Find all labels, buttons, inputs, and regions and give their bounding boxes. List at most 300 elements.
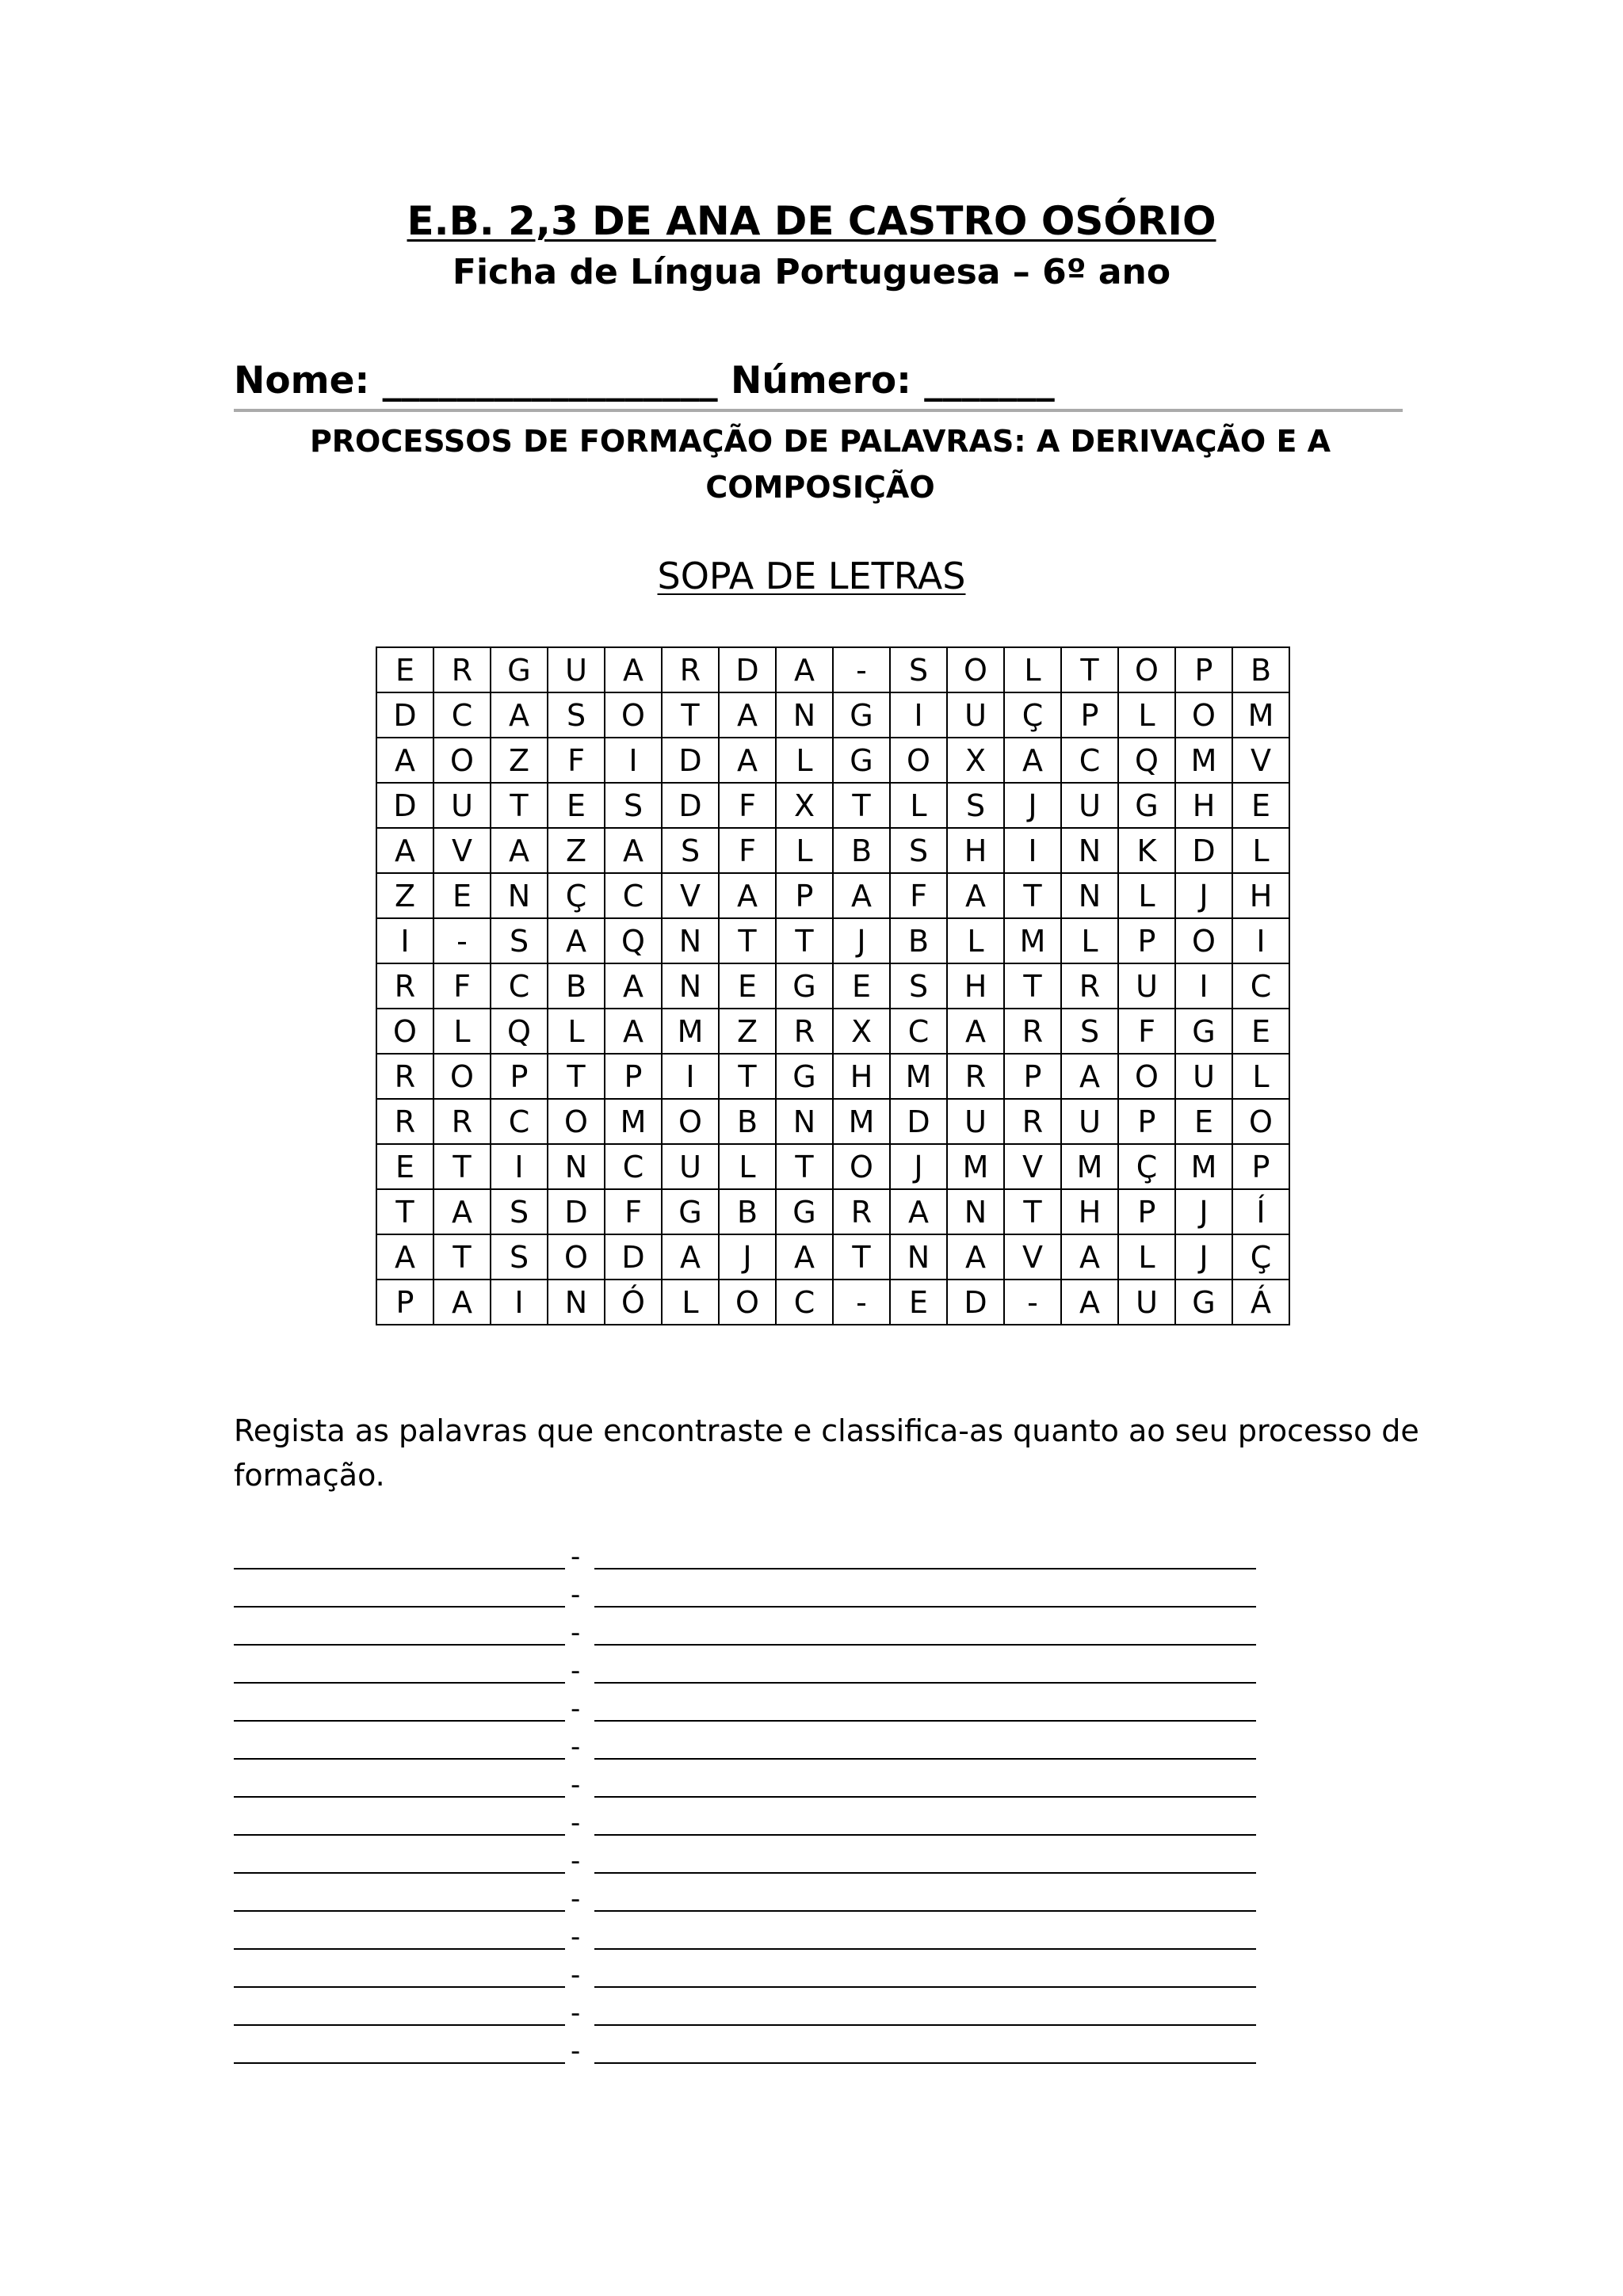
answer-line[interactable]: [234, 1913, 1256, 1951]
grid-cell: G: [776, 1189, 833, 1234]
grid-cell: T: [833, 783, 890, 828]
classification-blank[interactable]: [594, 1606, 1256, 1608]
grid-cell: J: [1175, 1234, 1232, 1280]
grid-cell: T: [662, 692, 719, 738]
grid-cell: Q: [605, 918, 662, 963]
classification-blank[interactable]: [594, 1796, 1256, 1798]
grid-cell: F: [719, 828, 776, 873]
answer-separator: -: [571, 1883, 581, 1915]
grid-cell: U: [548, 647, 605, 692]
answer-separator: -: [571, 1807, 581, 1839]
grid-cell: X: [833, 1009, 890, 1054]
grid-cell: Ç: [1232, 1234, 1289, 1280]
grid-cell: A: [947, 1009, 1004, 1054]
answer-line[interactable]: [234, 1951, 1256, 1989]
grid-cell: Á: [1232, 1280, 1289, 1325]
grid-cell: I: [890, 692, 947, 738]
grid-cell: A: [890, 1189, 947, 1234]
answer-separator: -: [571, 1959, 581, 1991]
word-blank[interactable]: [234, 1568, 565, 1569]
grid-cell: A: [719, 873, 776, 918]
grid-cell: N: [1061, 873, 1118, 918]
answer-line[interactable]: [234, 1647, 1256, 1685]
grid-cell: L: [719, 1144, 776, 1189]
grid-cell: Z: [491, 738, 548, 783]
grid-cell: J: [890, 1144, 947, 1189]
grid-cell: S: [491, 1189, 548, 1234]
grid-cell: P: [1118, 918, 1175, 963]
grid-cell: M: [662, 1009, 719, 1054]
answer-lines: [234, 1533, 1256, 2065]
grid-cell: T: [776, 1144, 833, 1189]
grid-cell: Z: [548, 828, 605, 873]
answer-line[interactable]: [234, 1609, 1256, 1647]
grid-cell: N: [1061, 828, 1118, 873]
grid-row: [376, 1009, 1289, 1054]
grid-cell: O: [1175, 692, 1232, 738]
grid-cell: O: [1118, 1054, 1175, 1099]
word-blank[interactable]: [234, 1682, 565, 1684]
grid-cell: O: [433, 738, 491, 783]
grid-cell: B: [548, 963, 605, 1009]
grid-cell: E: [1232, 783, 1289, 828]
grid-cell: G: [1175, 1009, 1232, 1054]
grid-cell: E: [1175, 1099, 1232, 1144]
grid-cell: B: [890, 918, 947, 963]
grid-cell: D: [548, 1189, 605, 1234]
word-blank[interactable]: [234, 1796, 565, 1798]
answer-line[interactable]: [234, 1761, 1256, 1799]
classification-blank[interactable]: [594, 1834, 1256, 1836]
grid-cell: I: [1232, 918, 1289, 963]
grid-row: [376, 783, 1289, 828]
grid-cell: L: [1232, 1054, 1289, 1099]
word-blank[interactable]: [234, 2062, 565, 2064]
answer-line[interactable]: [234, 2027, 1256, 2065]
word-blank[interactable]: [234, 1834, 565, 1836]
grid-cell: R: [776, 1009, 833, 1054]
grid-cell: O: [719, 1280, 776, 1325]
grid-cell: I: [1175, 963, 1232, 1009]
grid-cell: R: [833, 1189, 890, 1234]
grid-cell: L: [947, 918, 1004, 963]
grid-cell: T: [1004, 963, 1061, 1009]
grid-cell: L: [1004, 647, 1061, 692]
grid-cell: L: [776, 828, 833, 873]
grid-cell: U: [1061, 783, 1118, 828]
grid-cell: J: [1175, 873, 1232, 918]
grid-cell: U: [433, 783, 491, 828]
classification-blank[interactable]: [594, 1872, 1256, 1874]
grid-cell: R: [1004, 1099, 1061, 1144]
grid-cell: E: [1232, 1009, 1289, 1054]
grid-cell: X: [947, 738, 1004, 783]
classification-blank[interactable]: [594, 1720, 1256, 1722]
grid-cell: H: [1232, 873, 1289, 918]
grid-cell: J: [719, 1234, 776, 1280]
topic-heading: PROCESSOS DE FORMAÇÃO DE PALAVRAS: A DERIVAÇÃO E A COMPOSIÇÃO: [309, 424, 1331, 505]
word-blank[interactable]: [234, 2024, 565, 2026]
word-blank[interactable]: [234, 1758, 565, 1760]
grid-cell: A: [376, 1234, 433, 1280]
grid-cell: O: [947, 647, 1004, 692]
grid-cell: A: [605, 647, 662, 692]
grid-cell: N: [890, 1234, 947, 1280]
grid-cell: Z: [719, 1009, 776, 1054]
grid-cell: G: [491, 647, 548, 692]
classification-blank[interactable]: [594, 2024, 1256, 2026]
grid-cell: A: [433, 1280, 491, 1325]
grid-cell: L: [1232, 828, 1289, 873]
grid-cell: A: [947, 1234, 1004, 1280]
grid-cell: I: [376, 918, 433, 963]
grid-cell: A: [947, 873, 1004, 918]
grid-cell: M: [1175, 1144, 1232, 1189]
answer-separator: -: [571, 1541, 581, 1573]
grid-cell: Ó: [605, 1280, 662, 1325]
grid-cell: A: [1004, 738, 1061, 783]
grid-cell: A: [433, 1189, 491, 1234]
grid-cell: O: [376, 1009, 433, 1054]
grid-cell: Ç: [548, 873, 605, 918]
grid-cell: G: [833, 692, 890, 738]
grid-cell: P: [1118, 1189, 1175, 1234]
classification-blank[interactable]: [594, 2062, 1256, 2064]
grid-cell: -: [833, 647, 890, 692]
grid-cell: A: [605, 963, 662, 1009]
word-search-grid: [376, 646, 1290, 1325]
grid-row: [376, 828, 1289, 873]
answer-line[interactable]: [234, 1533, 1256, 1571]
grid-cell: G: [776, 1054, 833, 1099]
answer-line[interactable]: [234, 1837, 1256, 1875]
grid-cell: G: [662, 1189, 719, 1234]
grid-cell: I: [1004, 828, 1061, 873]
classification-blank[interactable]: [594, 1758, 1256, 1760]
grid-cell: A: [776, 647, 833, 692]
grid-cell: I: [662, 1054, 719, 1099]
grid-cell: D: [947, 1280, 1004, 1325]
grid-cell: G: [1118, 783, 1175, 828]
grid-cell: R: [376, 1099, 433, 1144]
grid-cell: M: [1004, 918, 1061, 963]
grid-cell: A: [833, 873, 890, 918]
answer-line[interactable]: [234, 1571, 1256, 1609]
grid-cell: H: [1061, 1189, 1118, 1234]
grid-cell: D: [376, 783, 433, 828]
grid-row: [376, 692, 1289, 738]
grid-cell: X: [776, 783, 833, 828]
grid-cell: P: [1232, 1144, 1289, 1189]
grid-cell: S: [548, 692, 605, 738]
grid-cell: A: [605, 828, 662, 873]
grid-cell: E: [433, 873, 491, 918]
grid-cell: O: [548, 1099, 605, 1144]
classification-blank[interactable]: [594, 1948, 1256, 1950]
grid-cell: C: [890, 1009, 947, 1054]
grid-cell: H: [1175, 783, 1232, 828]
grid-row: [376, 1189, 1289, 1234]
grid-cell: P: [1175, 647, 1232, 692]
grid-row: [376, 1099, 1289, 1144]
grid-cell: C: [1232, 963, 1289, 1009]
grid-cell: A: [719, 738, 776, 783]
grid-cell: L: [433, 1009, 491, 1054]
grid-cell: T: [548, 1054, 605, 1099]
grid-cell: S: [890, 647, 947, 692]
grid-row: [376, 963, 1289, 1009]
grid-cell: C: [605, 873, 662, 918]
grid-cell: N: [548, 1144, 605, 1189]
grid-cell: N: [776, 1099, 833, 1144]
grid-cell: D: [662, 738, 719, 783]
grid-cell: R: [376, 1054, 433, 1099]
grid-cell: C: [1061, 738, 1118, 783]
grid-cell: A: [1061, 1280, 1118, 1325]
grid-cell: A: [776, 1234, 833, 1280]
grid-row: [376, 1234, 1289, 1280]
grid-cell: A: [1061, 1234, 1118, 1280]
grid-cell: T: [491, 783, 548, 828]
grid-cell: U: [1175, 1054, 1232, 1099]
grid-cell: O: [662, 1099, 719, 1144]
grid-cell: F: [1118, 1009, 1175, 1054]
word-blank[interactable]: [234, 1872, 565, 1874]
grid-cell: A: [376, 738, 433, 783]
grid-cell: S: [890, 963, 947, 1009]
grid-cell: O: [890, 738, 947, 783]
grid-cell: P: [776, 873, 833, 918]
grid-cell: T: [1061, 647, 1118, 692]
grid-cell: C: [776, 1280, 833, 1325]
grid-cell: T: [1004, 873, 1061, 918]
classification-blank[interactable]: [594, 1910, 1256, 1912]
grid-cell: L: [1118, 873, 1175, 918]
grid-cell: K: [1118, 828, 1175, 873]
grid-cell: L: [1061, 918, 1118, 963]
word-blank[interactable]: [234, 1720, 565, 1722]
grid-cell: C: [491, 963, 548, 1009]
grid-cell: P: [1061, 692, 1118, 738]
grid-cell: T: [433, 1234, 491, 1280]
grid-row: [376, 1280, 1289, 1325]
grid-cell: V: [662, 873, 719, 918]
grid-cell: I: [491, 1144, 548, 1189]
grid-cell: -: [833, 1280, 890, 1325]
school-title: E.B. 2,3 DE ANA DE CASTRO OSÓRIO: [407, 198, 1216, 244]
grid-cell: A: [719, 692, 776, 738]
grid-cell: G: [833, 738, 890, 783]
grid-cell: O: [1118, 647, 1175, 692]
grid-cell: F: [890, 873, 947, 918]
name-number-fields: Nome: __________________ Número: _______: [234, 359, 1055, 402]
grid-cell: N: [491, 873, 548, 918]
grid-cell: N: [947, 1189, 1004, 1234]
answer-line[interactable]: [234, 1989, 1256, 2027]
header-divider: [234, 409, 1403, 412]
grid-cell: C: [433, 692, 491, 738]
grid-cell: Ç: [1118, 1144, 1175, 1189]
grid-cell: T: [776, 918, 833, 963]
grid-cell: V: [1232, 738, 1289, 783]
answer-separator: -: [571, 1693, 581, 1725]
grid-cell: Q: [1118, 738, 1175, 783]
grid-cell: T: [376, 1189, 433, 1234]
grid-cell: C: [491, 1099, 548, 1144]
classification-blank[interactable]: [594, 1682, 1256, 1684]
grid-cell: V: [1004, 1234, 1061, 1280]
grid-cell: L: [1118, 692, 1175, 738]
grid-cell: M: [1232, 692, 1289, 738]
grid-cell: R: [433, 1099, 491, 1144]
grid-cell: T: [719, 918, 776, 963]
grid-cell: F: [605, 1189, 662, 1234]
answer-separator: -: [571, 1731, 581, 1763]
grid-cell: U: [1118, 963, 1175, 1009]
grid-cell: D: [376, 692, 433, 738]
grid-cell: J: [1004, 783, 1061, 828]
grid-cell: N: [662, 918, 719, 963]
grid-cell: Z: [376, 873, 433, 918]
answer-separator: -: [571, 1579, 581, 1611]
grid-cell: E: [376, 1144, 433, 1189]
grid-cell: M: [833, 1099, 890, 1144]
grid-cell: P: [605, 1054, 662, 1099]
grid-cell: M: [1175, 738, 1232, 783]
grid-cell: A: [491, 828, 548, 873]
grid-cell: F: [548, 738, 605, 783]
grid-cell: R: [1061, 963, 1118, 1009]
grid-cell: O: [833, 1144, 890, 1189]
word-blank[interactable]: [234, 1948, 565, 1950]
classification-blank[interactable]: [594, 1644, 1256, 1646]
grid-cell: G: [776, 963, 833, 1009]
grid-cell: T: [433, 1144, 491, 1189]
grid-cell: O: [1175, 918, 1232, 963]
grid-row: [376, 738, 1289, 783]
grid-cell: I: [605, 738, 662, 783]
grid-cell: E: [890, 1280, 947, 1325]
grid-cell: E: [548, 783, 605, 828]
grid-cell: L: [890, 783, 947, 828]
answer-separator: -: [571, 1617, 581, 1649]
answer-line[interactable]: [234, 1875, 1256, 1913]
grid-cell: F: [433, 963, 491, 1009]
instruction-text: Regista as palavras que encontraste e classifica-as quanto ao seu processo de formação.: [234, 1413, 1419, 1493]
grid-cell: R: [662, 647, 719, 692]
grid-cell: O: [548, 1234, 605, 1280]
grid-cell: A: [1061, 1054, 1118, 1099]
grid-cell: J: [1175, 1189, 1232, 1234]
answer-separator: -: [571, 1997, 581, 2029]
grid-cell: Í: [1232, 1189, 1289, 1234]
grid-cell: O: [433, 1054, 491, 1099]
grid-cell: L: [662, 1280, 719, 1325]
grid-cell: M: [947, 1144, 1004, 1189]
grid-cell: T: [1004, 1189, 1061, 1234]
word-blank[interactable]: [234, 1986, 565, 1988]
grid-cell: A: [376, 828, 433, 873]
word-search-title: SOPA DE LETRAS: [657, 555, 966, 597]
grid-cell: U: [947, 692, 1004, 738]
answer-separator: -: [571, 1655, 581, 1687]
answer-separator: -: [571, 1769, 581, 1801]
grid-cell: A: [605, 1009, 662, 1054]
word-blank[interactable]: [234, 1606, 565, 1608]
grid-cell: V: [433, 828, 491, 873]
answer-separator: -: [571, 1921, 581, 1953]
grid-cell: E: [719, 963, 776, 1009]
classification-blank[interactable]: [594, 1986, 1256, 1988]
grid-cell: F: [719, 783, 776, 828]
grid-cell: R: [433, 647, 491, 692]
grid-cell: A: [491, 692, 548, 738]
grid-cell: B: [719, 1099, 776, 1144]
answer-separator: -: [571, 1845, 581, 1877]
grid-cell: I: [491, 1280, 548, 1325]
grid-cell: S: [890, 828, 947, 873]
grid-cell: D: [1175, 828, 1232, 873]
answer-line[interactable]: [234, 1799, 1256, 1837]
grid-row: [376, 918, 1289, 963]
grid-cell: P: [1004, 1054, 1061, 1099]
grid-cell: N: [662, 963, 719, 1009]
word-blank[interactable]: [234, 1644, 565, 1646]
grid-cell: M: [890, 1054, 947, 1099]
worksheet-subtitle: Ficha de Língua Portuguesa – 6º ano: [452, 252, 1171, 292]
grid-cell: S: [605, 783, 662, 828]
grid-cell: D: [662, 783, 719, 828]
grid-cell: C: [605, 1144, 662, 1189]
answer-line[interactable]: [234, 1723, 1256, 1761]
grid-cell: U: [1118, 1280, 1175, 1325]
grid-cell: D: [605, 1234, 662, 1280]
grid-cell: D: [719, 647, 776, 692]
grid-cell: Ç: [1004, 692, 1061, 738]
grid-cell: V: [1004, 1144, 1061, 1189]
grid-cell: L: [1118, 1234, 1175, 1280]
grid-cell: N: [776, 692, 833, 738]
grid-cell: -: [1004, 1280, 1061, 1325]
grid-cell: U: [662, 1144, 719, 1189]
grid-cell: L: [548, 1009, 605, 1054]
grid-cell: M: [1061, 1144, 1118, 1189]
grid-cell: N: [548, 1280, 605, 1325]
grid-cell: R: [1004, 1009, 1061, 1054]
grid-cell: S: [662, 828, 719, 873]
grid-row: [376, 1144, 1289, 1189]
grid-cell: J: [833, 918, 890, 963]
answer-line[interactable]: [234, 1685, 1256, 1723]
grid-cell: T: [719, 1054, 776, 1099]
grid-cell: M: [605, 1099, 662, 1144]
word-blank[interactable]: [234, 1910, 565, 1912]
grid-row: [376, 647, 1289, 692]
grid-cell: P: [1118, 1099, 1175, 1144]
grid-row: [376, 873, 1289, 918]
grid-cell: H: [947, 828, 1004, 873]
grid-cell: E: [833, 963, 890, 1009]
grid-row: [376, 1054, 1289, 1099]
grid-cell: R: [947, 1054, 1004, 1099]
grid-cell: L: [776, 738, 833, 783]
grid-cell: E: [376, 647, 433, 692]
answer-separator: -: [571, 2035, 581, 2067]
classification-blank[interactable]: [594, 1568, 1256, 1569]
grid-cell: S: [1061, 1009, 1118, 1054]
grid-cell: H: [947, 963, 1004, 1009]
grid-cell: A: [548, 918, 605, 963]
